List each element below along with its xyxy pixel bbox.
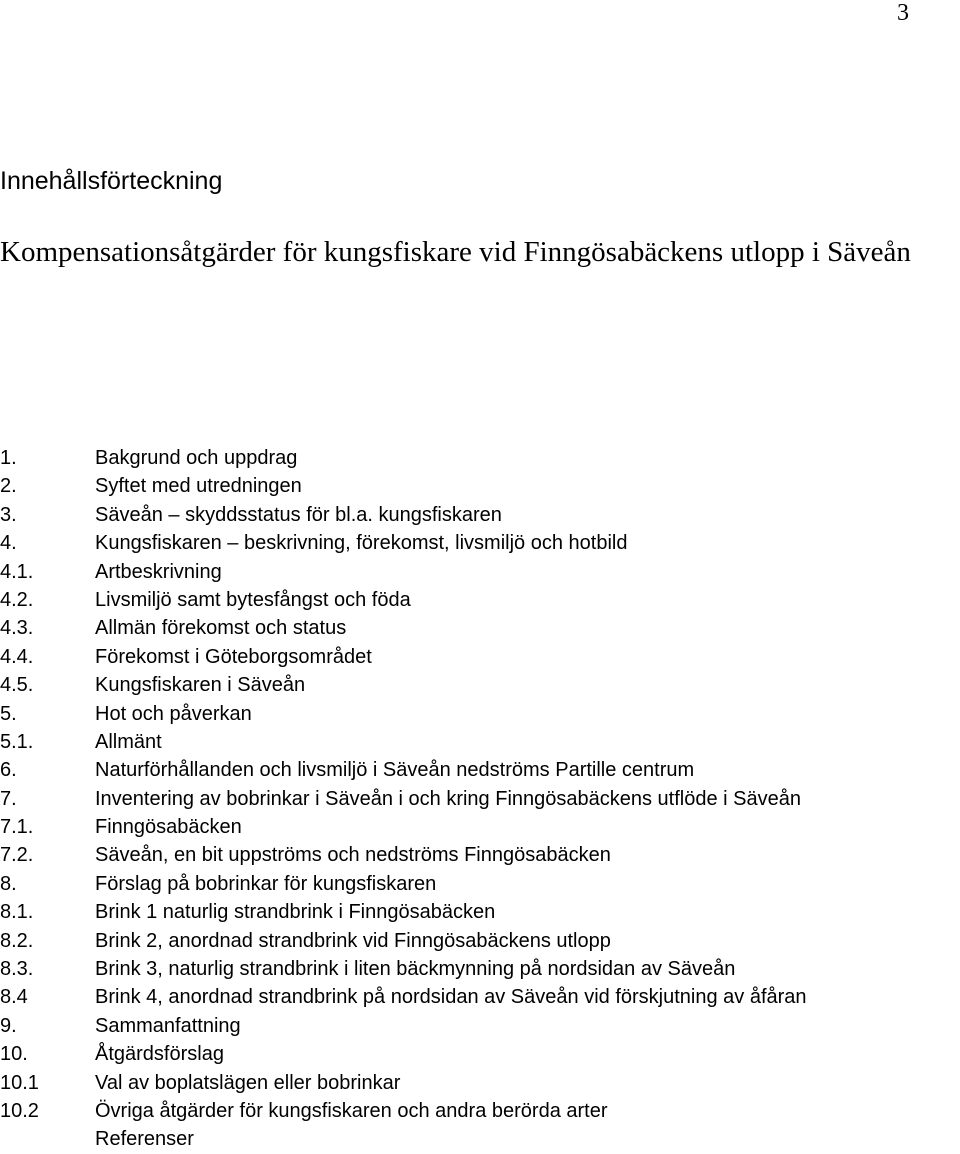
toc-entry-number: 4.: [0, 532, 17, 555]
toc-entry-number: 7.2.: [0, 844, 34, 867]
toc-entry-title: Allmänt: [95, 730, 162, 753]
toc-entry: [0, 983, 960, 1011]
toc-entry-number: 10.2: [0, 1099, 39, 1122]
toc-entry-title: Förslag på bobrinkar för kungsfiskaren: [95, 872, 437, 895]
toc-entry-title: Allmän förekomst och status: [95, 617, 347, 640]
toc-entry-number: 4.2.: [0, 588, 34, 611]
toc-entry-number: 10.1: [0, 1071, 39, 1094]
toc-entry: [0, 558, 960, 586]
toc-entry-title: Syftet med utredningen: [95, 475, 302, 498]
toc-entry-title: Brink 3, naturlig strandbrink i liten bäckmynning på nordsidan av Säveån: [95, 958, 736, 981]
toc-entry: [0, 501, 960, 529]
toc-entry-number: 4.5.: [0, 674, 34, 697]
toc-heading: Innehållsförteckning: [0, 167, 223, 195]
toc-entry-number: 8.: [0, 872, 17, 895]
toc-entry-title: Säveån, en bit uppströms och nedströms Finngösabäcken: [95, 844, 611, 867]
table-of-contents: [0, 444, 960, 1154]
toc-entry-title: Finngösabäcken: [95, 816, 242, 839]
toc-entry-title: Säveån – skyddsstatus för bl.a. kungsfiskaren: [95, 503, 502, 526]
toc-entry-title: Val av boplatslägen eller bobrinkar: [95, 1071, 401, 1094]
toc-entry-title: Förekomst i Göteborgsområdet: [95, 645, 372, 668]
toc-entry-title: Artbeskrivning: [95, 560, 222, 583]
toc-entry: [0, 586, 960, 614]
toc-entry: [0, 1040, 960, 1068]
toc-entry-title: Naturförhållanden och livsmiljö i Säveån nedströms Partille centrum: [95, 759, 695, 782]
toc-entry: [0, 813, 960, 841]
toc-entry-title: Hot och påverkan: [95, 702, 252, 725]
toc-entry-number: 10.: [0, 1043, 28, 1066]
toc-entry-number: 6.: [0, 759, 17, 782]
toc-entry-number: 5.: [0, 702, 17, 725]
toc-entry-title: Brink 1 naturlig strandbrink i Finngösabäcken: [95, 901, 496, 924]
toc-entry-number: 7.: [0, 787, 17, 810]
toc-entry: [0, 444, 960, 472]
toc-entry: [0, 955, 960, 983]
toc-entry-title: Kungsfiskaren – beskrivning, förekomst, livsmiljö och hotbild: [95, 532, 628, 555]
toc-entry: [0, 529, 960, 557]
toc-entry-number: 4.3.: [0, 617, 34, 640]
toc-entry-number: 9.: [0, 1014, 17, 1037]
toc-entry: [0, 1069, 960, 1097]
page-number: 3: [897, 0, 909, 26]
toc-entry: [0, 643, 960, 671]
toc-entry-number: 8.1.: [0, 901, 34, 924]
toc-entry: [0, 1012, 960, 1040]
toc-entry-title: Övriga åtgärder för kungsfiskaren och andra berörda arter: [95, 1099, 608, 1122]
toc-entry: [0, 700, 960, 728]
toc-entry-number: 5.1.: [0, 730, 34, 753]
toc-entry-number: 8.4: [0, 986, 28, 1009]
toc-entry-title: Livsmiljö samt bytesfångst och föda: [95, 588, 411, 611]
toc-entry-number: 8.2.: [0, 929, 34, 952]
toc-entry-number: 8.3.: [0, 958, 34, 981]
toc-entry: [0, 1097, 960, 1125]
toc-entry-number: 7.1.: [0, 816, 34, 839]
toc-entry: [0, 614, 960, 642]
toc-entry-title: Åtgärdsförslag: [95, 1043, 224, 1066]
toc-entry: [0, 671, 960, 699]
toc-entry: [0, 841, 960, 869]
toc-entry-title: Inventering av bobrinkar i Säveån i och kring Finngösabäckens utflöde i Säveån: [95, 787, 801, 810]
toc-entry: [0, 1125, 960, 1153]
toc-entry-number: 4.1.: [0, 560, 34, 583]
toc-entry: [0, 898, 960, 926]
toc-entry-number: 2.: [0, 475, 17, 498]
toc-entry: [0, 785, 960, 813]
toc-entry-number: 3.: [0, 503, 17, 526]
toc-entry-title: Bakgrund och uppdrag: [95, 447, 298, 469]
toc-entry: [0, 870, 960, 898]
toc-entry: [0, 756, 960, 784]
toc-entry-title: Referenser: [95, 1128, 194, 1151]
toc-entry-title: Brink 4, anordnad strandbrink på nordsidan av Säveån vid förskjutning av åfåran: [95, 986, 807, 1009]
document-title: Kompensationsåtgärder för kungsfiskare vid Finngösabäckens utlopp i Säveån: [0, 236, 911, 268]
toc-entry: [0, 728, 960, 756]
toc-entry-title: Brink 2, anordnad strandbrink vid Finngösabäckens utlopp: [95, 929, 611, 952]
toc-entry: [0, 472, 960, 500]
toc-entry-title: Sammanfattning: [95, 1014, 241, 1037]
toc-entry-title: Kungsfiskaren i Säveån: [95, 674, 306, 697]
toc-entry-number: 1.: [0, 447, 17, 469]
toc-entry: [0, 927, 960, 955]
toc-entry-number: 4.4.: [0, 645, 34, 668]
